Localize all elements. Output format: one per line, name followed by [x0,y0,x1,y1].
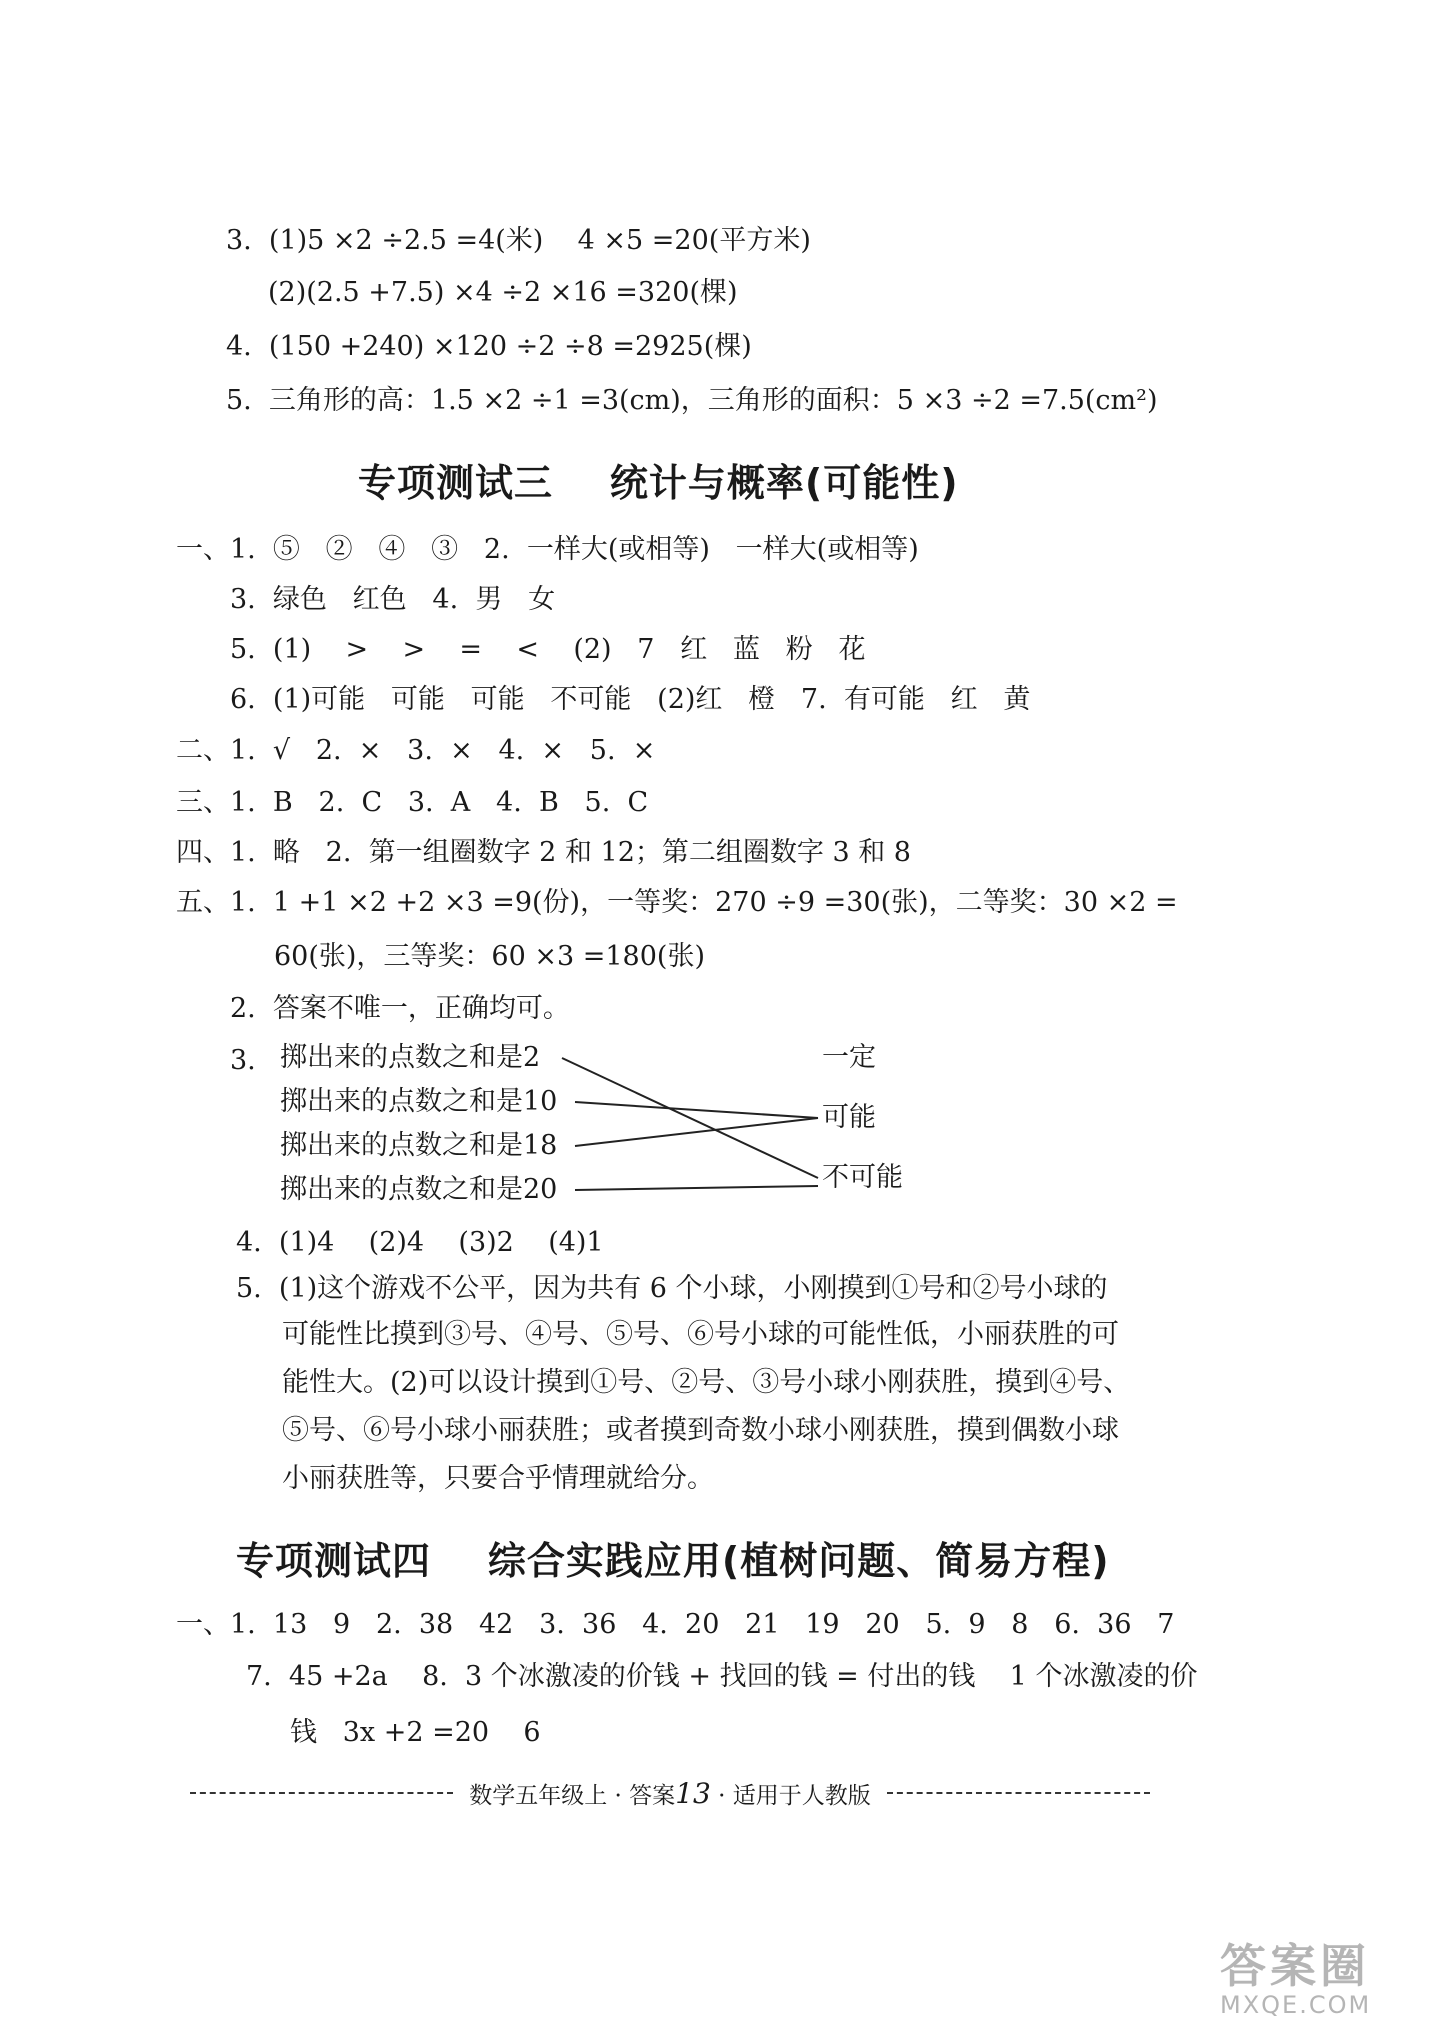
footer-divider [887,1792,1150,1794]
matching-left-item: 掷出来的点数之和是18 [280,1130,558,1161]
footer-text [453,1777,887,1810]
answer-line: 4. (150 +240) ×120 ÷2 ÷8 =2925(棵) [226,331,752,362]
answer-line: 4. (1)4 (2)4 (3)2 (4)1 [236,1227,604,1258]
match-line-18 [575,1118,818,1146]
page-footer [190,1773,1150,1813]
watermark-text: 答案圈 [1220,1939,1370,1993]
matching-right-item: 一定 [822,1042,876,1073]
answer-line: 钱 3x +2 =20 6 [290,1717,541,1748]
answer-line: ⑤号、⑥号小球小丽获胜；或者摸到奇数小球小刚获胜，摸到偶数小球 [282,1415,1119,1446]
answer-line: 5. (1) > > = < (2) 7 红 蓝 粉 花 [230,634,866,665]
answer-line: 三、1. B 2. C 3. A 4. B 5. C [176,787,649,818]
answer-line: 5. 三角形的高：1.5 ×2 ÷1 =3(cm)，三角形的面积：5 ×3 ÷2 =7.5(cm²) [226,385,1158,416]
answer-line: 一、1. 13 9 2. 38 42 3. 36 4. 20 21 19 20 5. 9 8 6. 36 7 [176,1609,1175,1640]
watermark-url: MXQE.COM [1220,1991,1372,2019]
answer-line: 四、1. 略 2. 第一组圈数字 2 和 12；第二组圈数字 3 和 8 [176,837,911,868]
answer-line: 二、1. √ 2. × 3. × 4. × 5. × [176,735,656,766]
answer-line: 7. 45 +2a 8. 3 个冰激凌的价钱 + 找回的钱 = 付出的钱 1 个冰激凌的价 [246,1661,1198,1692]
answer-line: 6. (1)可能 可能 可能 不可能 (2)红 橙 7. 有可能 红 黄 [230,684,1031,715]
section-heading: 专项测试三 统计与概率(可能性) [358,461,959,505]
answer-line: 能性大。(2)可以设计摸到①号、②号、③号小球小刚获胜，摸到④号、 [282,1367,1131,1398]
footer-divider [190,1792,453,1794]
question-number: 3. [230,1045,256,1076]
answer-line: (2)(2.5 +7.5) ×4 ÷2 ×16 =320(棵) [268,277,738,308]
section-heading: 专项测试四 综合实践应用(植树问题、简易方程) [236,1539,1110,1583]
matching-left-item: 掷出来的点数之和是2 [280,1042,541,1073]
match-line-2 [562,1058,818,1178]
footer-label: 数学五年级上 · 答案 [469,1782,676,1809]
answer-line: 小丽获胜等，只要合乎情理就给分。 [282,1463,714,1494]
answer-line: 60(张)，三等奖：60 ×3 =180(张) [274,941,705,972]
page-number: 13 [675,1776,711,1810]
answer-line: 五、1. 1 +1 ×2 +2 ×3 =9(份)，一等奖：270 ÷9 =30(张)，二等奖：30 ×2 = [176,887,1178,918]
match-line-20 [575,1186,818,1190]
answer-line: 5. (1)这个游戏不公平，因为共有 6 个小球，小刚摸到①号和②号小球的 [236,1273,1108,1304]
watermark-logo [1220,1941,1410,2021]
matching-right-item: 可能 [822,1102,876,1133]
answer-line: 3. (1)5 ×2 ÷2.5 =4(米) 4 ×5 =20(平方米) [226,225,811,256]
matching-right-item: 不可能 [822,1162,903,1193]
answer-line: 一、1. ⑤ ② ④ ③ 2. 一样大(或相等) 一样大(或相等) [176,534,919,565]
matching-left-item: 掷出来的点数之和是20 [280,1174,558,1205]
match-line-10 [575,1102,818,1118]
matching-left-item: 掷出来的点数之和是10 [280,1086,558,1117]
answer-line: 可能性比摸到③号、④号、⑤号、⑥号小球的可能性低，小丽获胜的可 [282,1319,1119,1350]
answer-line: 2. 答案不唯一，正确均可。 [230,993,570,1024]
footer-edition: · 适用于人教版 [710,1782,871,1809]
answer-line: 3. 绿色 红色 4. 男 女 [230,584,556,615]
